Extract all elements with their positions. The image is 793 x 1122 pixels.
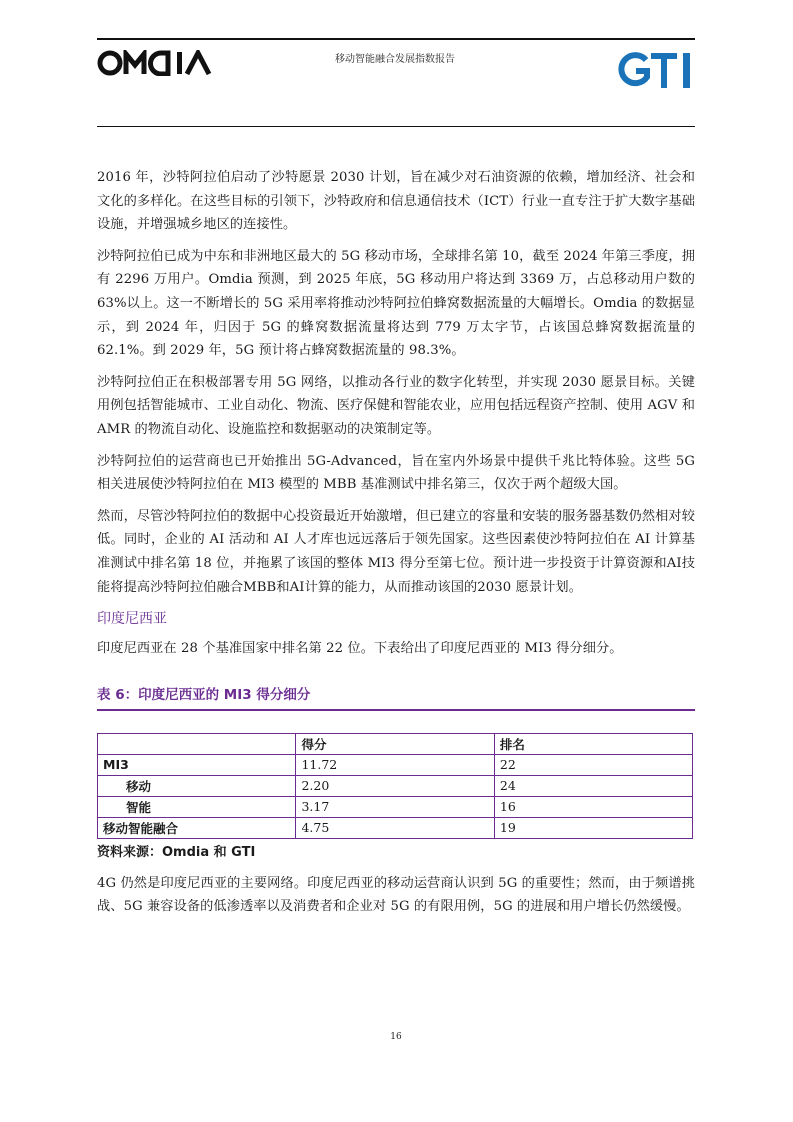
table-row	[98, 754, 693, 775]
row-label: 移动智能融合	[98, 817, 296, 838]
row-rank: 16	[494, 796, 692, 817]
table-row	[98, 817, 693, 838]
row-score: 3.17	[296, 796, 494, 817]
row-label: 移动	[98, 775, 296, 796]
row-rank: 24	[494, 775, 692, 796]
row-rank: 19	[494, 817, 692, 838]
table-caption: 表 6：印度尼西亚的 MI3 得分细分	[97, 683, 695, 711]
document-body	[97, 166, 695, 927]
report-title: 移动智能融合发展指数报告	[335, 54, 455, 65]
row-score: 2.20	[296, 775, 494, 796]
table-header-row	[98, 733, 693, 754]
row-label: MI3	[98, 754, 296, 775]
header-top-rule	[97, 38, 695, 40]
table-header-rank: 排名	[494, 733, 692, 754]
paragraph-private-5g: 沙特阿拉伯正在积极部署专用 5G 网络，以推动各行业的数字化转型，并实现 2030 愿景目标。关键用例包括智能城市、工业自动化、物流、医疗保健和智能农业，应用包括远程资产控制、使用 AGV 和 AMR 的物流自动化、设施监控和数据驱动的决策制定等。	[97, 374, 695, 437]
section-heading-indonesia: 印度尼西亚	[97, 611, 167, 628]
page-number: 16	[390, 1032, 402, 1042]
gti-logo	[618, 50, 696, 90]
paragraph-ai-compute: 然而，尽管沙特阿拉伯的数据中心投资最近开始激增，但已建立的容量和安装的服务器基数仍然相对较低。同时，企业的 AI 活动和 AI 人才库也远远落后于领先国家。这些因素使沙特阿拉伯在 AI 计算基准测试中排名第 18 位，并拖累了该国的整体 MI3 得分至第七位。预计进一步投资于计算资源和AI技能将提高沙特阿拉伯融合MBB和AI计算的能力，从而推动该国的2030 愿景计划。	[97, 508, 695, 595]
omdia-logo	[97, 50, 212, 76]
table-header-label	[98, 733, 296, 754]
table-row	[98, 796, 693, 817]
row-rank: 22	[494, 754, 692, 775]
mi3-score-table	[97, 733, 693, 839]
paragraph-5g-advanced: 沙特阿拉伯的运营商也已开始推出 5G-Advanced，旨在室内外场景中提供千兆比特体验。这些 5G 相关进展使沙特阿拉伯在 MI3 模型的 MBB 基准测试中排名第三，仅次于两个超级大国。	[97, 453, 695, 493]
row-score: 4.75	[296, 817, 494, 838]
paragraph-indonesia-4g: 4G 仍然是印度尼西亚的主要网络。印度尼西亚的移动运营商认识到 5G 的重要性；然而，由于频谱挑战、5G 兼容设备的低渗透率以及消费者和企业对 5G 的有限用例，5G 的进展和用户增长仍然缓慢。	[97, 875, 695, 915]
paragraph-5g-market: 沙特阿拉伯已成为中东和非洲地区最大的 5G 移动市场，全球排名第 10，截至 2024 年第三季度，拥有 2296 万用户。Omdia 预测，到 2025 年底，5G 移动用户将达到 3369 万，占总移动用户数的 63%以上。这一不断增长的 5G 采用率将推动沙特阿拉伯蜂窝数据流量的大幅增长。Omdia 的数据显示，到 2024 年，归因于 5G 的蜂窝数据流量将达到 779 万太字节，占该国总蜂窝数据流量的 62.1%。到 2029 年，5G 预计将占蜂窝数据流量的 98.3%。	[97, 248, 695, 359]
row-label: 智能	[98, 796, 296, 817]
table-header-score: 得分	[296, 733, 494, 754]
paragraph-vision-2030: 2016 年，沙特阿拉伯启动了沙特愿景 2030 计划，旨在减少对石油资源的依赖，增加经济、社会和文化的多样化。在这些目标的引领下，沙特政府和信息通信技术（ICT）行业一直专注于扩大数字基础设施，并增强城乡地区的连接性。	[97, 170, 695, 233]
header-bottom-rule	[97, 126, 695, 127]
table-row	[98, 775, 693, 796]
row-score: 11.72	[296, 754, 494, 775]
paragraph-indonesia-intro: 印度尼西亚在 28 个基准国家中排名第 22 位。下表给出了印度尼西亚的 MI3 得分细分。	[97, 641, 623, 657]
table-source: 资料来源：Omdia 和 GTI	[97, 844, 256, 860]
